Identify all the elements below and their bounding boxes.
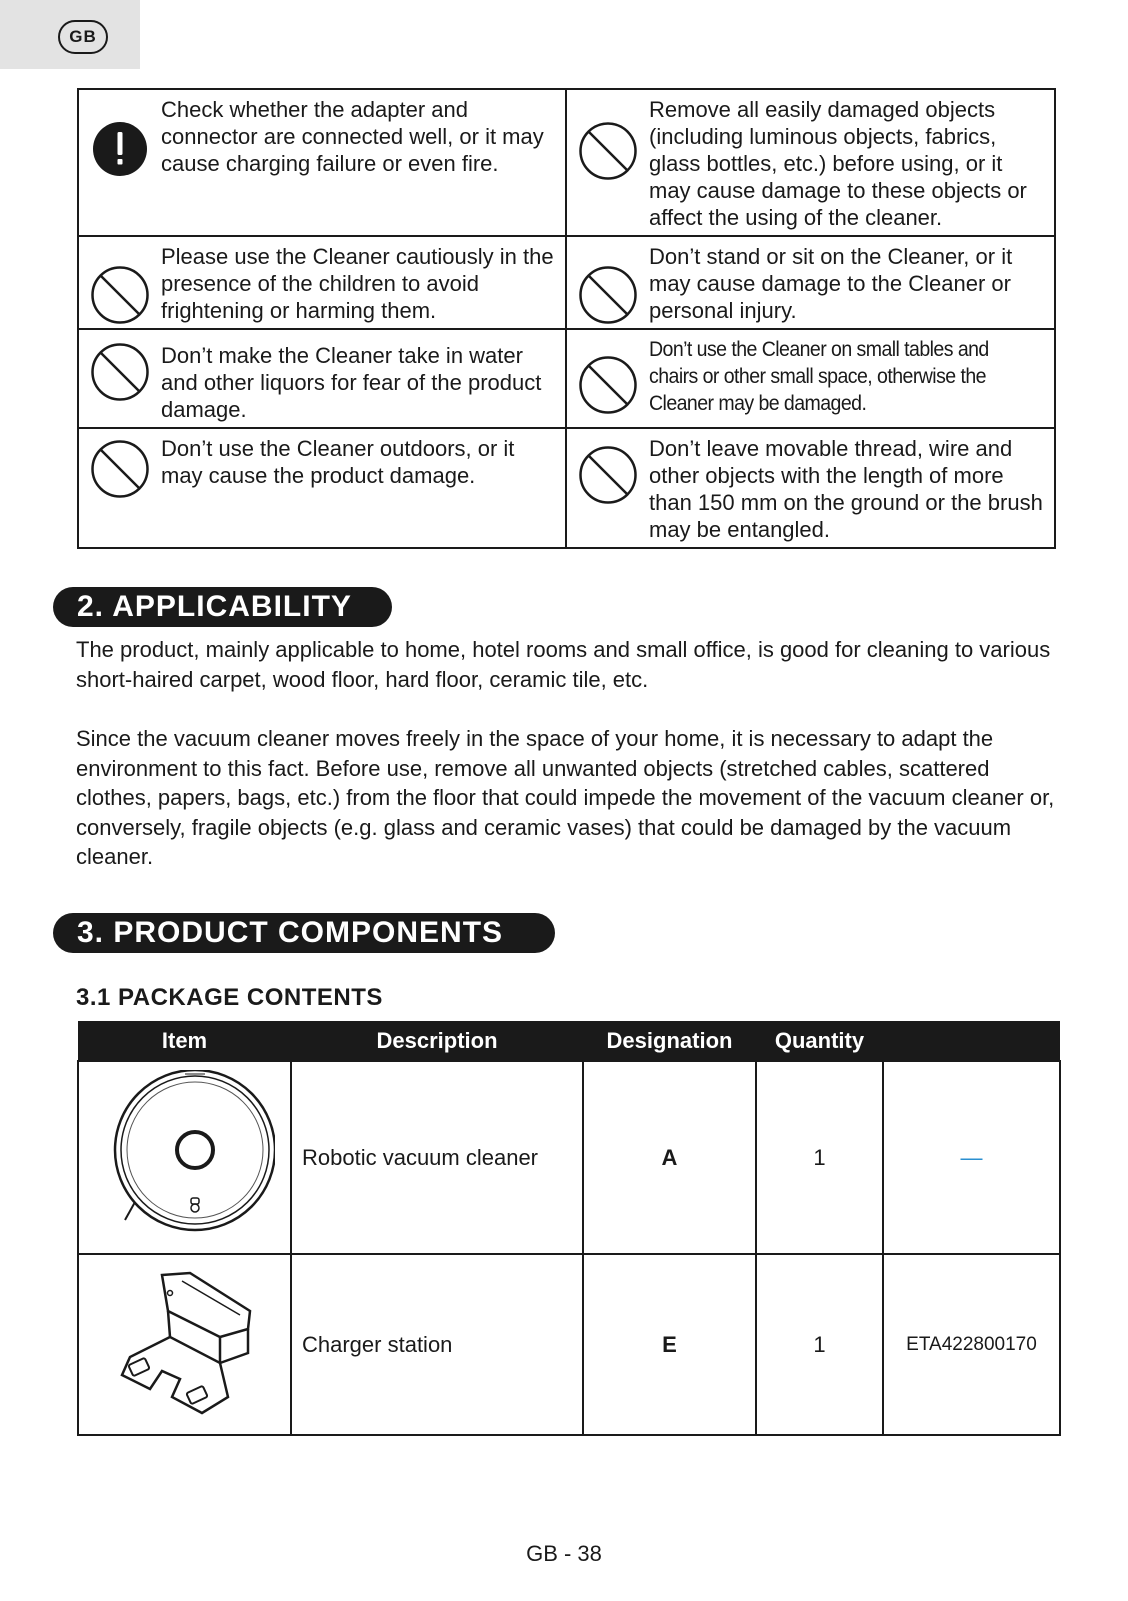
item-image-cell [78, 1061, 291, 1254]
warning-text: Don’t make the Cleaner take in water and other liquors for fear of the product damage. [161, 343, 542, 422]
prohibited-icon [578, 445, 638, 505]
page-number: GB - 38 [526, 1541, 602, 1566]
prohibited-icon [578, 355, 638, 415]
table-row [78, 1061, 1060, 1254]
prohibited-icon [578, 265, 638, 325]
language-tab [0, 0, 140, 69]
warning-cell [78, 329, 566, 428]
robot-vacuum-illustration [95, 1070, 275, 1240]
column-header: Quantity [756, 1021, 883, 1061]
section-heading-components: 3. PRODUCT COMPONENTS [53, 913, 555, 953]
warning-cell [566, 236, 1055, 329]
item-reference: — [883, 1061, 1060, 1254]
applicability-paragraph-2: Since the vacuum cleaner moves freely in the space of your home, it is necessary to adapt the environment to this fact. Before use, remove all unwanted objects (stretched cables, scattered clothes, papers, bags, etc.) from the floor that could impede the movement of the vacuum cleaner or, conversely, fragile objects (e.g. glass and ceramic vases) that could be damaged by the vacuum cleaner. [76, 726, 1055, 870]
item-quantity: 1 [756, 1254, 883, 1435]
column-header: Description [291, 1021, 583, 1061]
warning-text: Check whether the adapter and connector are connected well, or it may cause charging failure or even fire. [161, 97, 544, 176]
warning-cell [566, 428, 1055, 548]
item-designation: A [583, 1061, 756, 1254]
column-header: Designation [583, 1021, 756, 1061]
warning-text: Don’t stand or sit on the Cleaner, or it may cause damage to the Cleaner or personal injury. [649, 244, 1013, 323]
language-badge: GB [58, 20, 108, 54]
warning-cell [78, 89, 566, 236]
warning-text: Don’t leave movable thread, wire and other objects with the length of more than 150 mm on the ground or the brush may be entangled. [649, 436, 1043, 542]
table-header-row [78, 1021, 1060, 1061]
item-quantity: 1 [756, 1061, 883, 1254]
item-designation: E [583, 1254, 756, 1435]
item-description: Charger station [291, 1254, 583, 1435]
applicability-paragraph-1: The product, mainly applicable to home, hotel rooms and small office, is good for cleaning to various short-haired carpet, wood floor, hard floor, ceramic tile, etc. [76, 637, 1051, 692]
item-description: Robotic vacuum cleaner [291, 1061, 583, 1254]
item-image-cell [78, 1254, 291, 1435]
charger-station-illustration [110, 1267, 260, 1417]
table-row [78, 1254, 1060, 1435]
warning-text: Don’t use the Cleaner outdoors, or it may cause the product damage. [161, 436, 515, 488]
column-header: Item [78, 1021, 291, 1061]
package-contents-table [77, 1021, 1061, 1436]
column-header [883, 1021, 1060, 1061]
section-heading-applicability: 2. APPLICABILITY [53, 587, 392, 627]
subsection-heading-package-contents: 3.1 PACKAGE CONTENTS [76, 984, 383, 1011]
warning-cell [566, 89, 1055, 236]
safety-warnings-table [77, 88, 1056, 549]
warning-text: Please use the Cleaner cautiously in the presence of the children to avoid frightening or harming them. [161, 244, 554, 323]
prohibited-icon [90, 342, 150, 402]
warning-text: Remove all easily damaged objects (including luminous objects, fabrics, glass bottles, etc.) before using, or it may cause damage to these objects or affect the using of the cleaner. [649, 97, 1027, 230]
prohibited-icon [578, 121, 638, 181]
prohibited-icon [90, 439, 150, 499]
warning-cell [78, 428, 566, 548]
exclamation-icon [92, 121, 148, 177]
warning-cell [566, 329, 1055, 428]
warning-text: Don’t use the Cleaner on small tables and chairs or other small space, otherwise the Cleaner may be damaged. [649, 338, 989, 415]
item-reference: ETA422800170 [883, 1254, 1060, 1435]
warning-cell [78, 236, 566, 329]
prohibited-icon [90, 265, 150, 325]
